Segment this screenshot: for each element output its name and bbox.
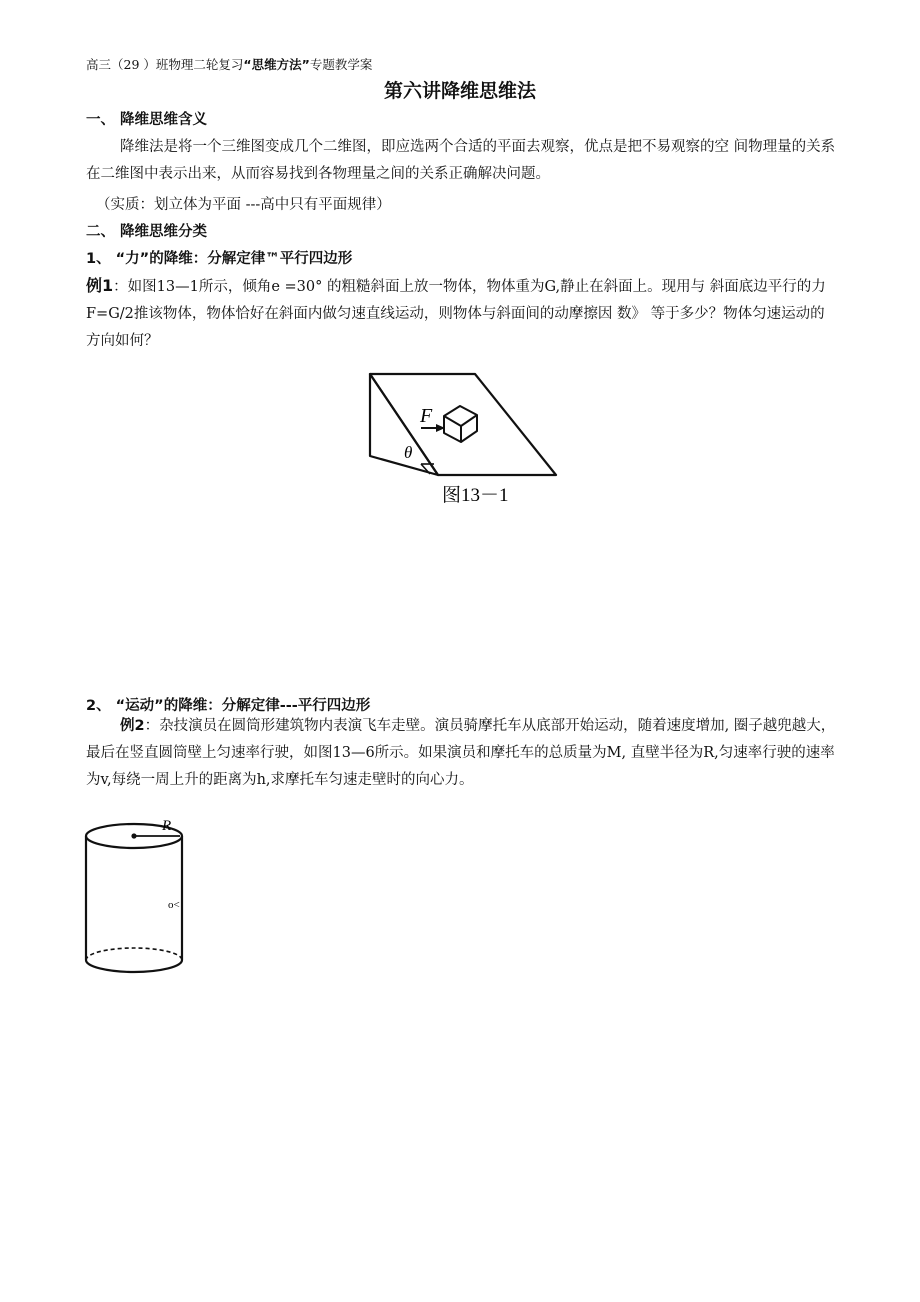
cylinder-figure [80,812,195,982]
example1-label: 例1 [86,276,114,295]
example1-text: ：如图13—1所示，倾角e =30° 的粗糙斜面上放一物体，物体重为G,静止在斜面上。现用与 斜面底边平行的力F=G/2推该物体，物体恰好在斜面内做匀速直线运动，则物体与斜面间的动摩擦因 数》 等于多少？物体匀速运动的方向如何？ [86,279,826,349]
example2-text: ：杂技演员在圆筒形建筑物内表演飞车走壁。演员骑摩托车从底部开始运动，随着速度增加, 圈子越兜越大，最后在竖直圆筒壁上匀速率行驶，如图13—6所示。如果演员和摩托车的总质量为M, 直壁半径为R,匀速率行驶的速率为v,每绕一周上升的距离为h,求摩托车匀速走壁时的向心力。 [86,718,836,788]
header-suffix: 专题教学案 [309,57,373,72]
center-dot [131,833,136,838]
example2-label: 例2 [120,718,145,734]
item2-heading: 2、 “运动”的降维：分解定律---平行四边形 [86,698,371,714]
section1-paragraph: 降维法是将一个三维图变成几个二维图，即应选两个合适的平面去观察，优点是把不易观察的空 间物理量的关系在二维图中表示出来，从而容易找到各物理量之间的关系正确解决问题。 [86,139,836,182]
incline-figure [360,368,565,508]
section2-heading: 二、 降维思维分类 [86,224,208,240]
angle-label: θ [404,443,413,462]
radius-label: R [162,818,172,834]
header-prefix: 高三（29 ）班物理二轮复习 [86,57,244,72]
section1-note: （实质：划立体为平面 ---高中只有平面规律） [96,197,391,213]
example1 [86,272,838,355]
item1-heading: 1、 “力”的降维：分解定律™平行四边形 [86,251,353,267]
force-label: F [420,405,433,427]
figure1-caption: 图13－1 [442,485,509,506]
page-title: 第六讲降维思维法 [383,80,536,102]
section1-heading: 一、 降维思维含义 [86,112,208,128]
page-header [86,55,372,73]
side-mark: o< [168,899,180,911]
header-bold: “思维方法” [243,57,310,72]
example2 [86,713,838,794]
